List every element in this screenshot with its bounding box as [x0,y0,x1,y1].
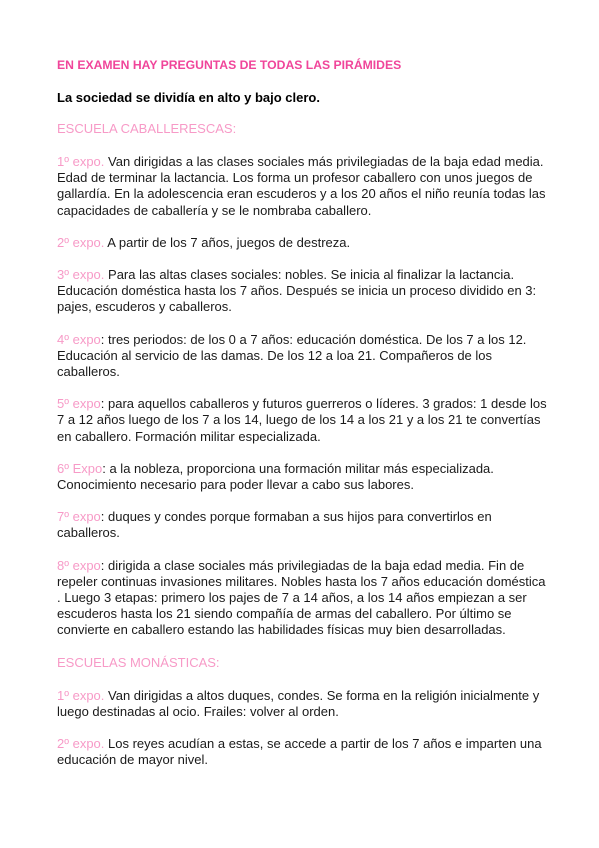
section-title: ESCUELAS MONÁSTICAS: [57,654,220,670]
paragraph [57,509,549,541]
paragraph [57,235,549,251]
paragraph [57,154,549,219]
paragraph-text: : a la nobleza, proporciona una formación militar más especializada. Conocimiento necesario para poder llevar a cabo sus labores. [57,460,494,493]
paragraph-label: 4º expo [57,331,101,347]
paragraph-text: Van dirigidas a las clases sociales más privilegiadas de la baja edad media. Edad de terminar la lactancia. Los forma un profesor caballero con unos juegos de gallardía. En la adolescencia eran escuderos y a los 20 años el niño reunía todas las capacidades de caballería y se le nombraba caballero. [57,154,546,218]
paragraph-label: 2º expo. [57,736,105,752]
paragraph-text: Los reyes acudían a estas, se accede a partir de los 7 años e imparten una educación de mayor nivel. [57,736,542,768]
paragraph [57,332,549,381]
section-caballerescas [57,121,549,639]
paragraph-label: 8º expo [57,557,101,573]
paragraph-label: 2º expo. [57,234,105,250]
paragraph-text: : tres periodos: de los 0 a 7 años: educación doméstica. De los 7 a los 12. Educación al servicio de las damas. De los 12 a loa 21. Compañeros de los caballeros. [57,331,527,380]
paragraph [57,461,549,493]
paragraph-label: 1º expo. [57,687,105,703]
paragraph-text: : para aquellos caballeros y futuros guerreros o líderes. 3 grados: 1 desde los 7 a 12 años luego de los 7 a los 14, luego de los 14 a los 21 y a los 21 te convertías en caballero. Formación militar especializada. [57,396,547,444]
paragraph [57,688,549,720]
section-title: ESCUELA CABALLERESCAS: [57,121,237,136]
paragraph-label: 3º expo. [57,267,105,283]
paragraph-label: 6º Expo [57,460,103,476]
paragraph-label: 7º expo [57,509,101,525]
paragraph-text: : duques y condes porque formaban a sus hijos para convertirlos en caballeros. [57,509,492,541]
paragraph-text: Van dirigidas a altos duques, condes. Se forma en la religión inicialmente y luego destinadas al ocio. Frailes: volver al orden. [57,687,540,719]
paragraph-text: A partir de los 7 años, juegos de destreza. [104,234,351,250]
exam-note: EN EXAMEN HAY PREGUNTAS DE TODAS LAS PIRÁMIDES [57,58,402,72]
paragraph [57,736,549,768]
paragraph-label: 5º expo [57,396,101,412]
section-monasticas [57,655,549,769]
paragraph [57,267,549,316]
paragraph [57,558,549,639]
intro-sentence: La sociedad se dividía en alto y bajo clero. [57,90,320,105]
paragraph-label: 1º expo. [57,154,105,169]
paragraph-text: Para las altas clases sociales: nobles. Se inicia al finalizar la lactancia. Educación doméstica hasta los 7 años. Después se inicia un proceso dividido en 3: pajes, escuderos y caballeros. [57,267,537,315]
paragraph-text: : dirigida a clase sociales más privilegiadas de la baja edad media. Fin de repeler continuas invasiones militares. Nobles hasta los 7 años educación doméstica . Luego 3 etapas: primero los pajes de 7 a 14 años, a los 14 años empiezan a ser escuderos hasta los 21 siendo compañía de armas del caballero. Por último se convierte en caballero estando las habilidades físicas muy bien desarrolladas. [57,557,546,638]
paragraph [57,396,549,445]
